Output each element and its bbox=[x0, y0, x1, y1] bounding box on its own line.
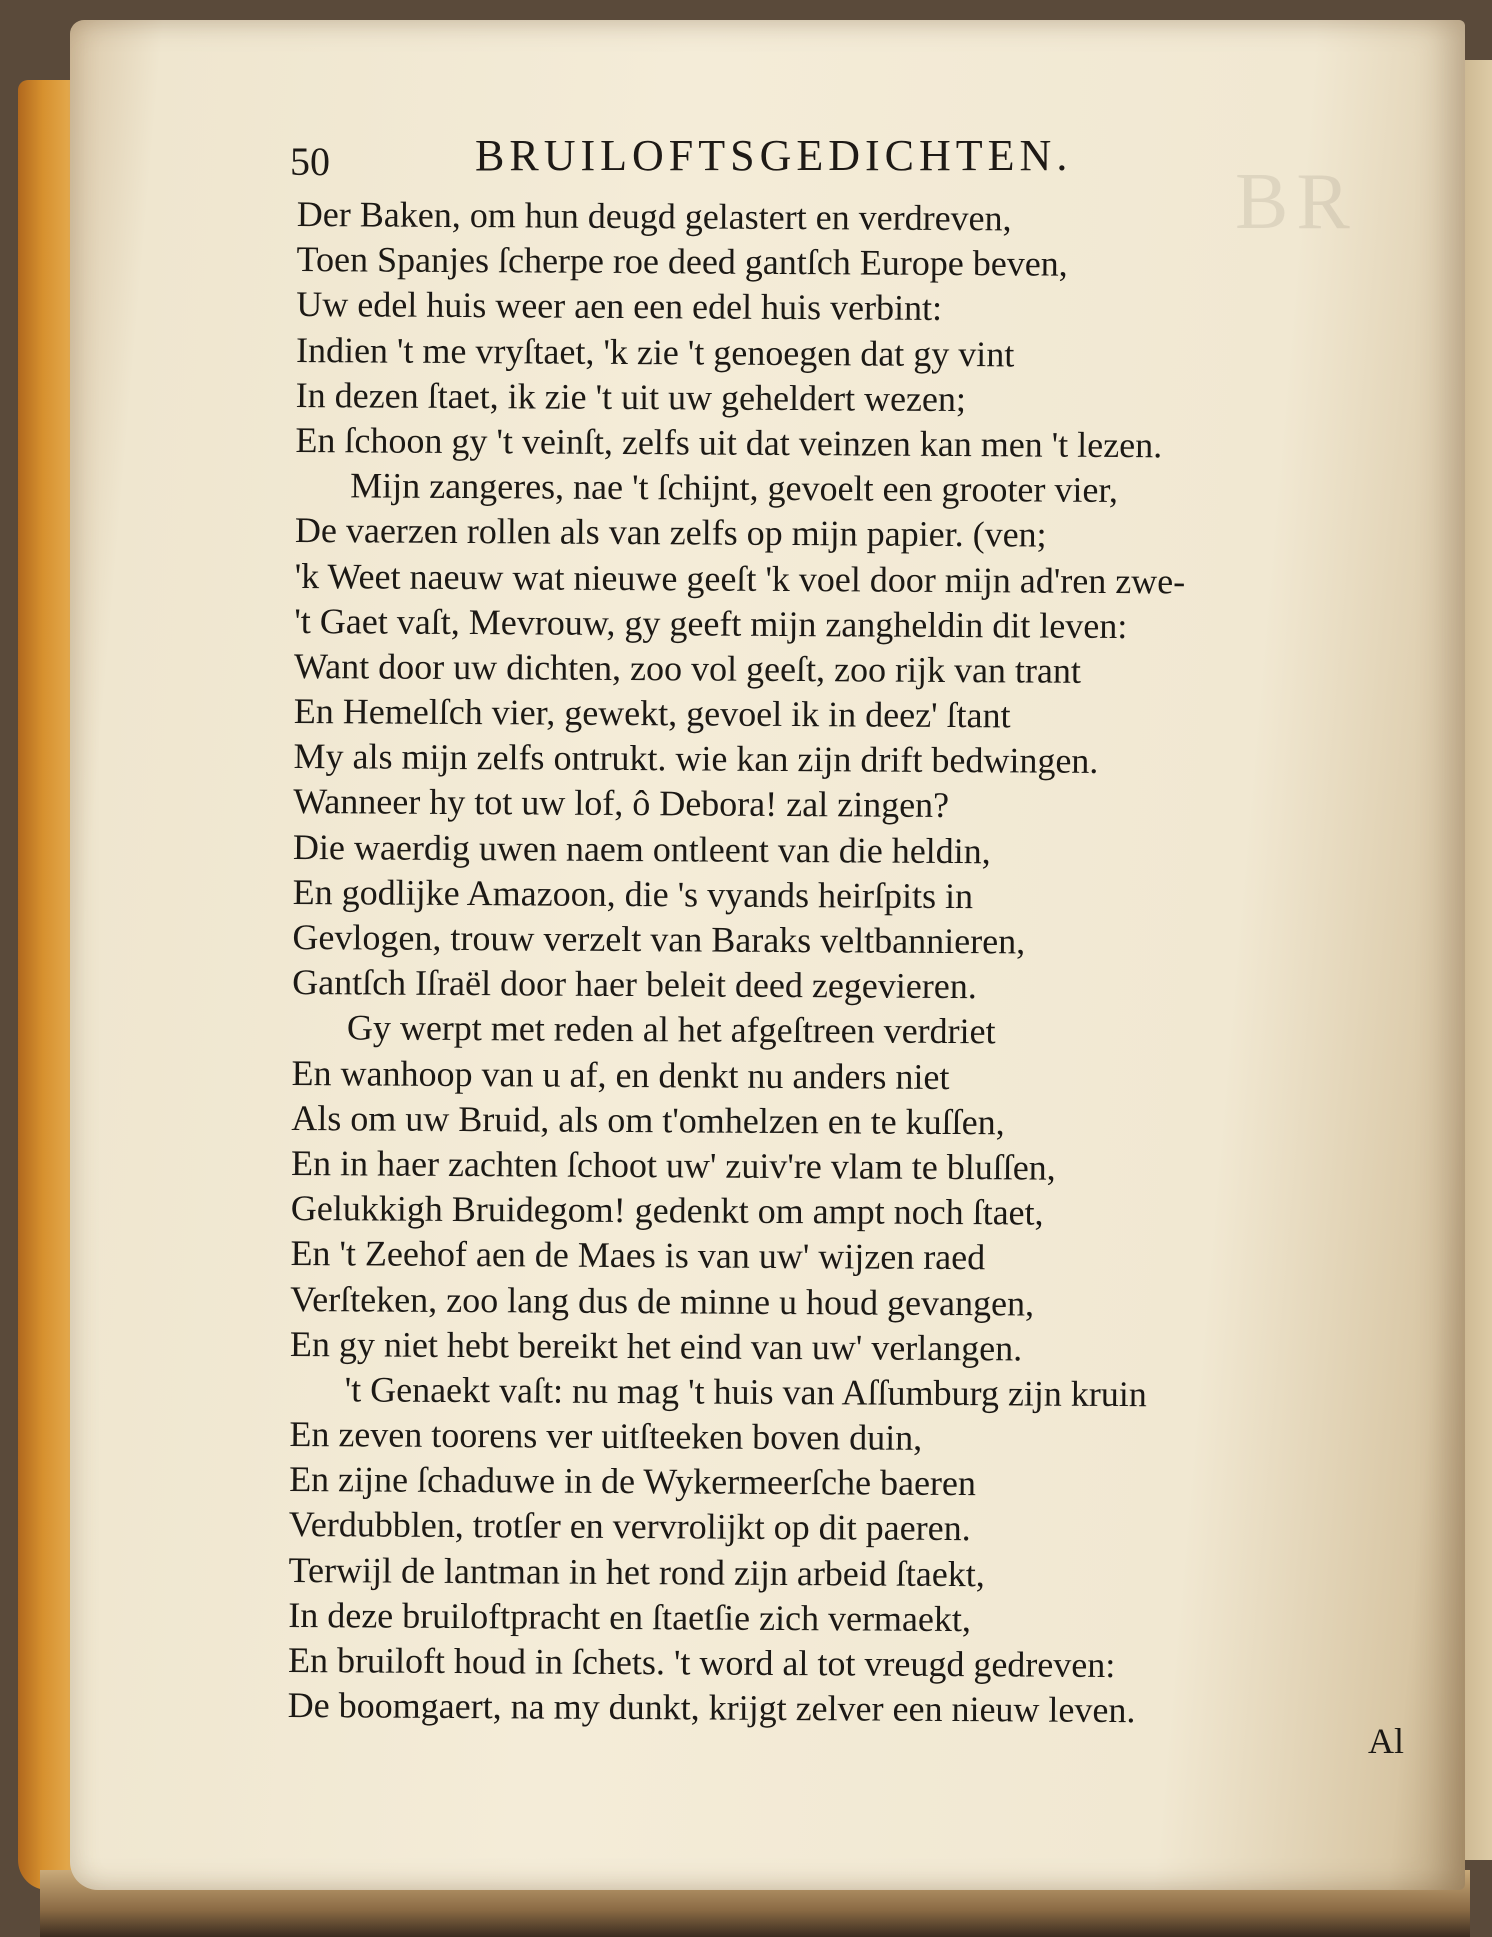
running-title: BRUILOFTSGEDICHTEN. bbox=[475, 131, 1073, 180]
poem-line: Gantſch Iſraël door haer beleit deed zegevieren. bbox=[292, 962, 977, 1007]
poem-line: Verſteken, zoo lang dus de minne u houd gevangen, bbox=[290, 1278, 1035, 1324]
poem-line: Gevlogen, trouw verzelt van Baraks veltbannieren, bbox=[292, 916, 1026, 962]
poem-line: En Hemelſch vier, gewekt, gevoel ik in deez' ſtant bbox=[293, 691, 1011, 736]
poem-line: En zijne ſchaduwe in de Wykermeerſche baeren bbox=[289, 1459, 977, 1504]
poem-line: 't Genaekt vaſt: nu mag 't huis van Aſſumburg zijn kruin bbox=[344, 1369, 1147, 1415]
poem-line: De boomgaert, na my dunkt, krijgt zelver een nieuw leven. bbox=[287, 1685, 1136, 1731]
poem-line: In dezen ſtaet, ik zie 't uit uw geheldert wezen; bbox=[295, 374, 967, 419]
poem-line: Uw edel huis weer aen een edel huis verbint: bbox=[296, 284, 943, 329]
poem-line: Indien 't me vryſtaet, 'k zie 't genoegen dat gy vint bbox=[295, 329, 1015, 374]
poem-text bbox=[288, 192, 1397, 1735]
poem-line: En zeven toorens ver uitſteeken boven duin, bbox=[289, 1414, 923, 1458]
poem-line: En gy niet hebt bereikt het eind van uw' verlangen. bbox=[289, 1323, 1023, 1369]
running-head bbox=[290, 130, 1290, 190]
poem-line: Wanneer hy tot uw lof, ô Debora! zal zingen? bbox=[293, 781, 950, 826]
poem-line: Mijn zangeres, nae 't ſchijnt, gevoelt een grooter vier, bbox=[350, 465, 1119, 511]
poem-line: Die waerdig uwen naem ontleent van die heldin, bbox=[292, 826, 991, 871]
poem-line: Der Baken, om hun deugd gelastert en verdreven, bbox=[296, 193, 1012, 239]
poem-line: Verdubblen, trotſer en vervrolijkt op dit paeren. bbox=[288, 1504, 971, 1549]
poem-line: My als mijn zelfs ontrukt. wie kan zijn drift bedwingen. bbox=[293, 736, 1099, 782]
poem-line: En 't Zeehof aen de Maes is van uw' wijzen raed bbox=[290, 1233, 986, 1278]
poem-line: En wanhoop van u af, en denkt nu anders niet bbox=[291, 1052, 950, 1097]
poem-line: De vaerzen rollen als van zelfs op mijn papier. (ven; bbox=[294, 510, 1047, 555]
show-through-ink: BR bbox=[1235, 158, 1358, 246]
poem-line: Terwijl de lantman in het rond zijn arbeid ſtaekt, bbox=[288, 1549, 985, 1594]
poem-line: En godlijke Amazoon, die 's vyands heirſpits in bbox=[292, 871, 974, 916]
catchword: Al bbox=[1368, 1721, 1404, 1761]
poem-line: En bruiloft houd in ſchets. 't word al tot vreugd gedreven: bbox=[287, 1639, 1116, 1686]
poem-line: In deze bruiloftpracht en ſtaetſie zich vermaekt, bbox=[288, 1594, 972, 1639]
poem-line: En in haer zachten ſchoot uw' zuiv're vlam te bluſſen, bbox=[290, 1142, 1056, 1188]
poem-line: Gy werpt met reden al het afgeſtreen verdriet bbox=[346, 1007, 996, 1052]
poem-line: Als om uw Bruid, als om t'omhelzen en te kuſſen, bbox=[291, 1097, 1005, 1143]
page-number: 50 bbox=[290, 139, 330, 184]
poem-line: Gelukkigh Bruidegom! gedenkt om ampt noch ſtaet, bbox=[290, 1188, 1044, 1233]
poem-line: 'k Weet naeuw wat nieuwe geeſt 'k voel door mijn ad'ren zwe- bbox=[294, 555, 1186, 601]
poem-line: En ſchoon gy 't veinſt, zelfs uit dat veinzen kan men 't lezen. bbox=[295, 419, 1163, 466]
poem-line: 't Gaet vaſt, Mevrouw, gy geeft mijn zangheldin dit leven: bbox=[294, 600, 1128, 646]
poem-line: Want door uw dichten, zoo vol geeſt, zoo rijk van trant bbox=[293, 645, 1082, 691]
poem-line: Toen Spanjes ſcherpe roe deed gantſch Europe beven, bbox=[296, 239, 1068, 284]
